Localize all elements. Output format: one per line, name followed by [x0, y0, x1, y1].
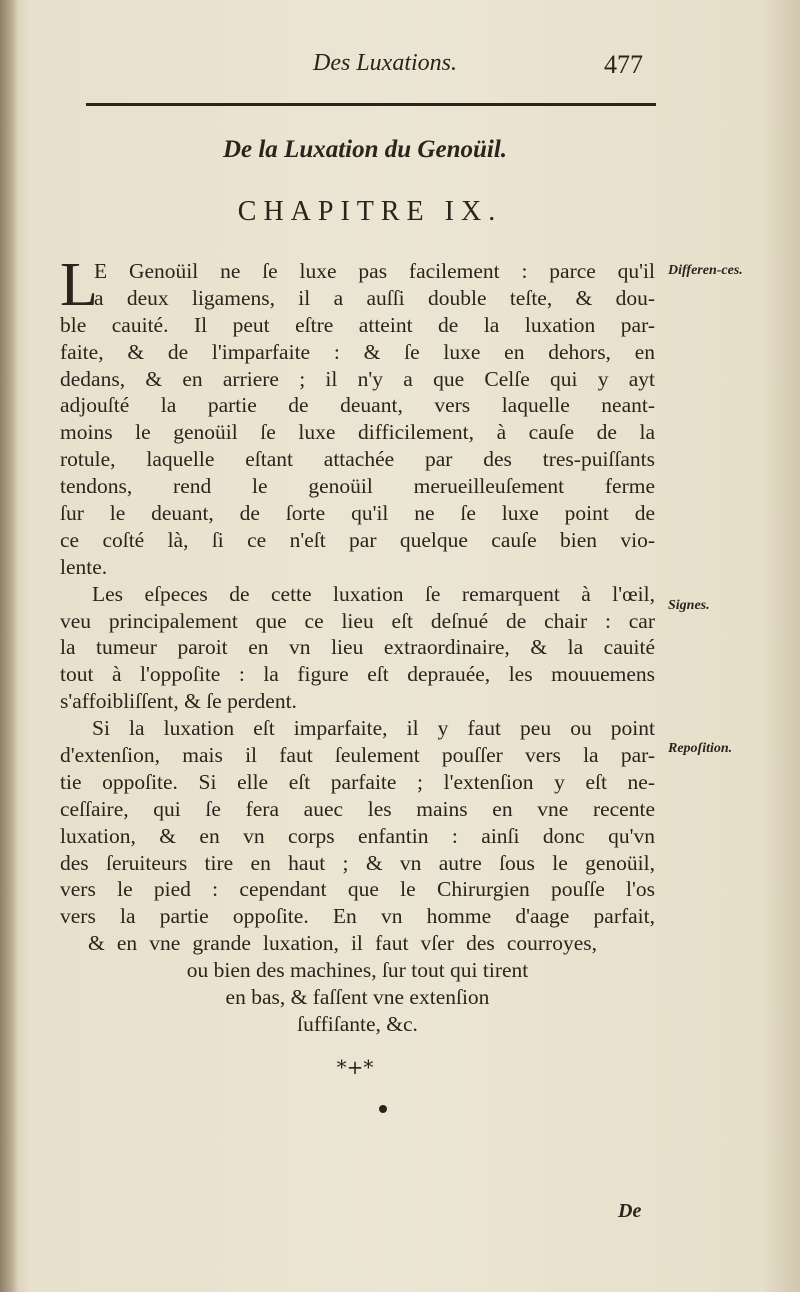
margin-note-differences: Differen-ces. [668, 263, 743, 278]
text-line: rotule, laquelle eſtant attachée par des tres-puiſſants [60, 447, 655, 472]
text-line: en bas, & faſſent vne extenſion [225, 985, 490, 1010]
drop-cap: L [60, 251, 98, 319]
margin-note-signes: Signes. [668, 598, 710, 613]
text-line: ce coſté là, ſi ce n'eſt par quelque cauſe bien vio- [60, 527, 655, 552]
text-line: adjouſté la partie de deuant, vers laquelle neant- [60, 393, 655, 418]
text-line: la tumeur paroit en vn lieu extraordinaire, & la cauité [60, 635, 655, 660]
text-line: ou bien des machines, ſur tout qui tirent [186, 958, 529, 983]
text-line: veu principalement que ce lieu eſt deſnué de chair : car [60, 608, 655, 633]
catchword: De [618, 1200, 642, 1222]
header-rule [86, 103, 656, 106]
text-line: s'affoibliſſent, & ſe perdent. [60, 689, 297, 714]
running-title: Des Luxations. [313, 50, 457, 76]
text-line: luxation, & en vn corps enfantin : ainſi donc qu'vn [60, 823, 655, 848]
chapter-heading: CHAPITRE IX. [237, 196, 503, 227]
text-line: vers le pied : cependant que le Chirurgien pouſſe l'os [60, 877, 655, 902]
margin-note-reposition: Repoſition. [668, 741, 733, 756]
text-line: d'extenſion, mais il faut ſeulement pouſſer vers la par- [60, 743, 655, 768]
text-line: ſur le deuant, de ſorte qu'il ne ſe luxe point de [60, 501, 655, 526]
text-line: des ſeruiteurs tire en haut ; & vn autre ſous le genoüil, [60, 850, 655, 875]
text-line: a deux ligamens, il a auſſi double teſte, & dou- [94, 285, 655, 310]
text-line: Si la luxation eſt imparfaite, il y faut peu ou point [92, 716, 655, 741]
text-line: ceſſaire, qui ſe fera auec les mains en vne recente [60, 796, 655, 821]
body-text [60, 251, 655, 1038]
text-line: ble cauité. Il peut eſtre atteint de la luxation par- [60, 312, 655, 337]
text-line: faite, & de l'imparfaite : & ſe luxe en dehors, en [60, 339, 655, 364]
ornament-dot [379, 1105, 387, 1113]
text-line: moins le genoüil ſe luxe difficilement, à cauſe de la [60, 420, 655, 445]
text-line: tendons, rend le genoüil merueilleuſement ferme [60, 474, 655, 499]
text-line: tout à l'oppoſite : la figure eſt deprauée, les mouuemens [60, 662, 655, 687]
text-line: lente. [60, 554, 108, 579]
text-line: E Genoüil ne ſe luxe pas facilement : parce qu'il [94, 259, 655, 283]
ornament: *+* [336, 1055, 374, 1079]
text-line: & en vne grande luxation, il faut vſer des courroyes, [88, 931, 597, 956]
page-gutter [0, 0, 18, 1292]
text-line: dedans, & en arriere ; il n'y a que Celſe qui y ayt [60, 366, 655, 391]
text-line: Les eſpeces de cette luxation ſe remarquent à l'œil, [92, 581, 655, 606]
text-line: tie oppoſite. Si elle eſt parfaite ; l'extenſion y eſt ne- [60, 769, 655, 794]
text-line: vers la partie oppoſite. En vn homme d'aage parfait, [60, 904, 655, 929]
page-number: 477 [604, 50, 643, 79]
section-title: De la Luxation du Genoüil. [222, 136, 508, 163]
text-line: ſuffiſante, &c. [297, 1011, 418, 1036]
